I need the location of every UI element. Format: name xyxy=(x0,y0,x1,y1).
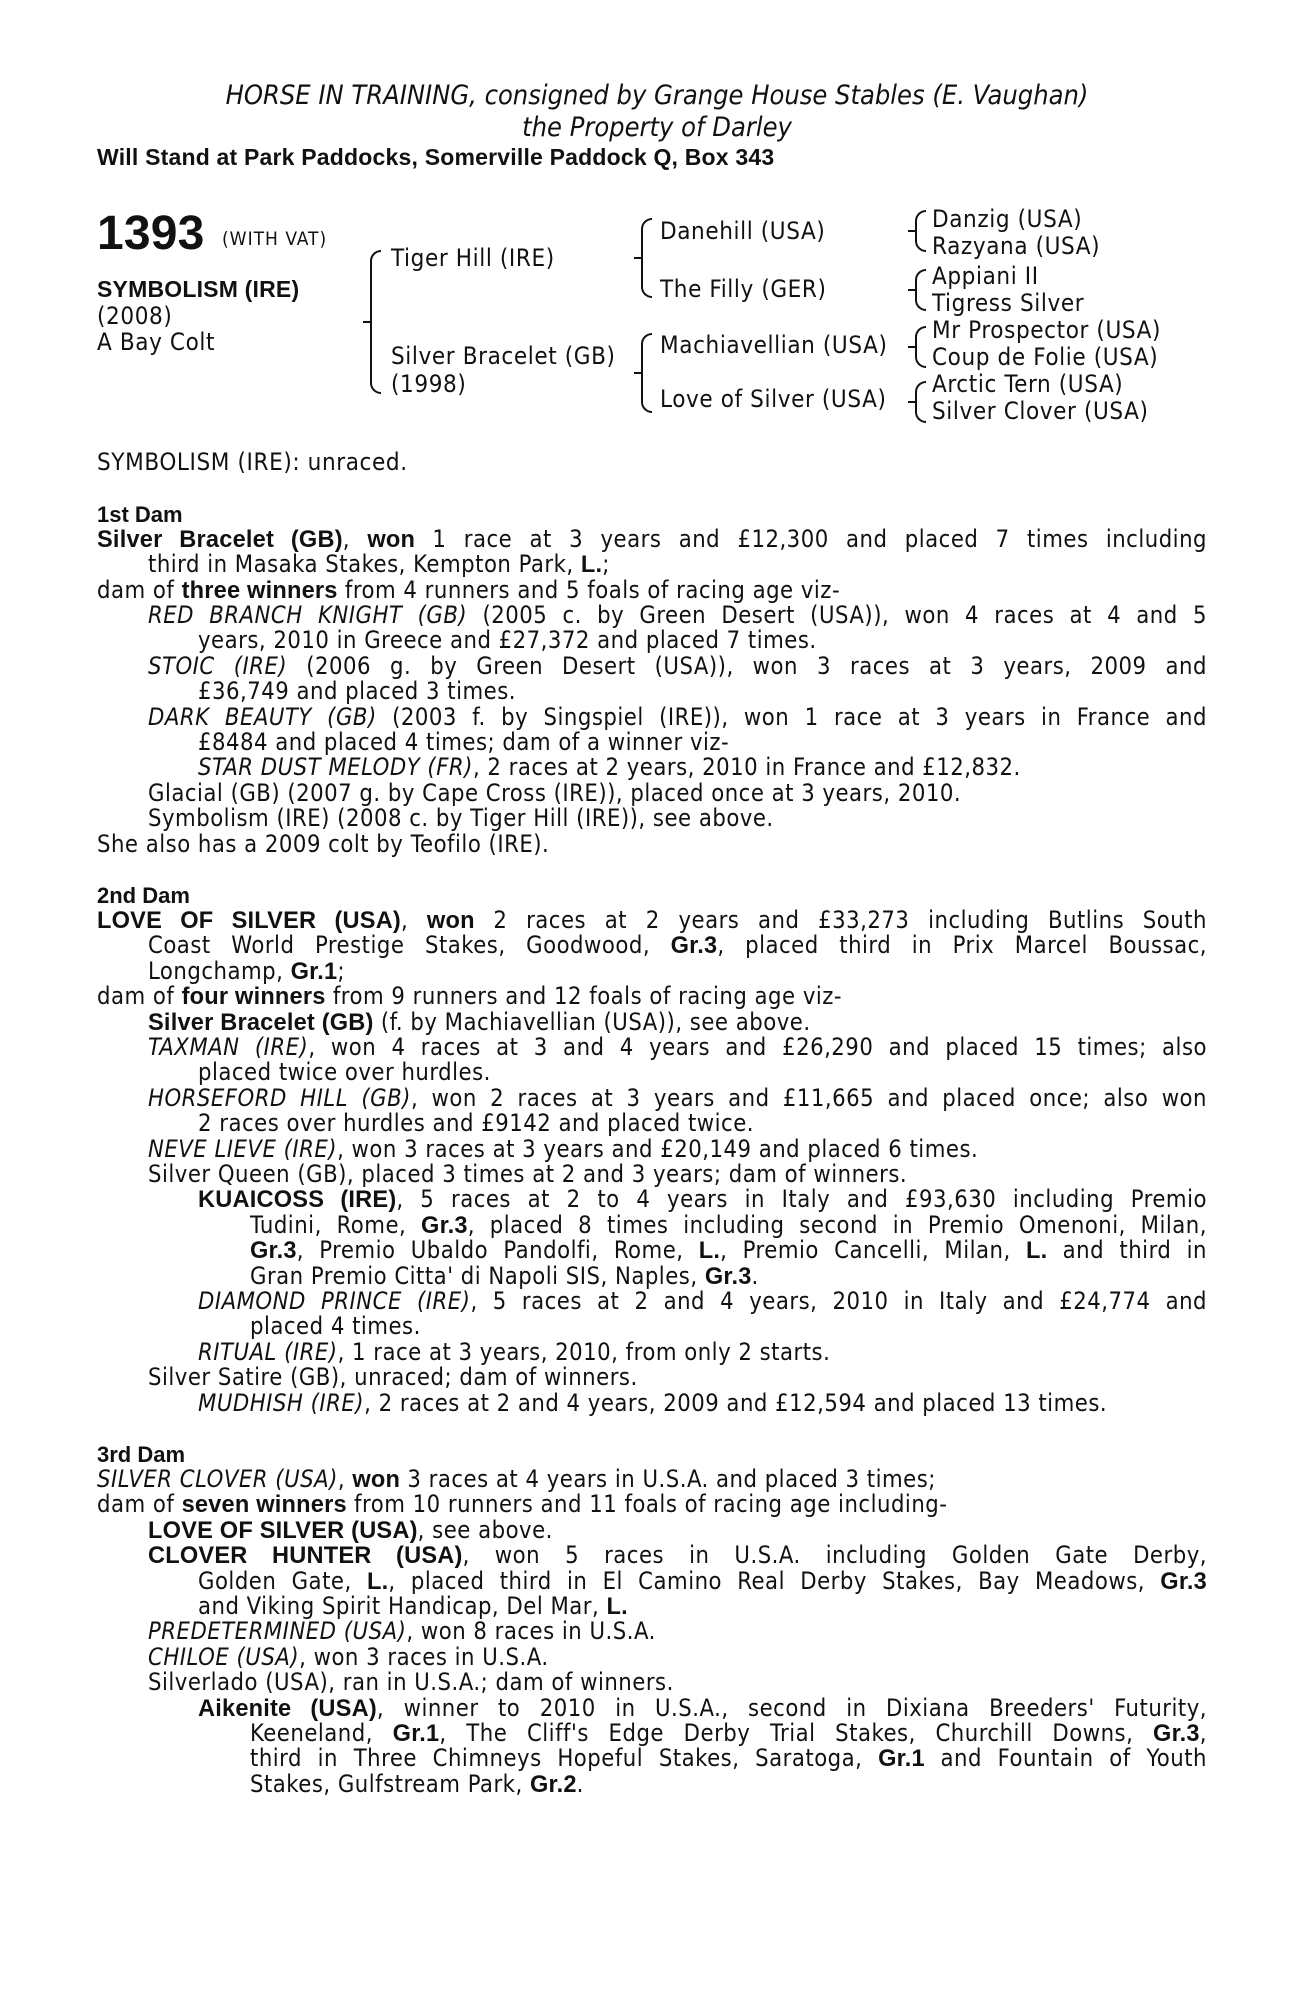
second-dam-line: placed 4 times. xyxy=(250,1312,421,1340)
dam: Silver Bracelet (GB) xyxy=(391,342,616,370)
third-dam-line: Keeneland, Gr.1, The Cliff's Edge Derby Trial Stakes, Churchill Downs, Gr.3, xyxy=(250,1719,1207,1747)
second-dam-line: RITUAL (IRE), 1 race at 3 years, 2010, from only 2 starts. xyxy=(198,1338,831,1366)
second-dam-line: HORSEFORD HILL (GB), won 2 races at 3 years and £11,665 and placed once; also won xyxy=(148,1084,1207,1112)
brace-g2 xyxy=(915,269,926,311)
second-dam-line: Silver Queen (GB), placed 3 times at 2 and 3 years; dam of winners. xyxy=(148,1160,908,1188)
third-dam-line: SILVER CLOVER (USA), won 3 races at 4 years in U.S.A. and placed 3 times; xyxy=(97,1465,936,1493)
first-dam-line: RED BRANCH KNIGHT (GB) (2005 c. by Green Desert (USA)), won 4 races at 4 and 5 xyxy=(148,601,1207,629)
third-dam-line: Stakes, Gulfstream Park, Gr.2. xyxy=(250,1770,584,1798)
third-dam-line: dam of seven winners from 10 runners and 11 foals of racing age including- xyxy=(97,1490,948,1518)
third-dam-line: PREDETERMINED (USA), won 8 races in U.S.A. xyxy=(148,1617,656,1645)
brace-sire-dam xyxy=(370,250,381,394)
stand-location: Will Stand at Park Paddocks, Somerville Paddock Q, Box 343 xyxy=(97,144,775,170)
consignment-heading: HORSE IN TRAINING, consigned by Grange House Stables (E. Vaughan) xyxy=(225,80,1089,111)
gg-razyana: Razyana (USA) xyxy=(932,232,1101,260)
dam-year: (1998) xyxy=(391,370,467,398)
second-dam-line: TAXMAN (IRE), won 4 races at 3 and 4 years and £26,290 and placed 15 times; also xyxy=(148,1033,1207,1061)
sire-sire: Danehill (USA) xyxy=(660,217,826,245)
third-dam-line: and Viking Spirit Handicap, Del Mar, L. xyxy=(198,1592,628,1620)
second-dam-line: Gr.3, Premio Ubaldo Pandolfi, Rome, L., Premio Cancelli, Milan, L. and third in xyxy=(250,1236,1207,1264)
first-dam-line: She also has a 2009 colt by Teofilo (IRE). xyxy=(97,830,550,858)
first-dam-line: STAR DUST MELODY (FR), 2 races at 2 years, 2010 in France and £12,832. xyxy=(198,753,1021,781)
second-dam-line: KUAICOSS (IRE), 5 races at 2 to 4 years in Italy and £93,630 including Premio xyxy=(198,1185,1207,1213)
second-dam-line: Silver Satire (GB), unraced; dam of winners. xyxy=(148,1363,638,1391)
lot-number: 1393 xyxy=(97,207,205,260)
first-dam-line: STOIC (IRE) (2006 g. by Green Desert (USA)), won 3 races at 3 years, 2009 and xyxy=(148,652,1207,680)
horse-name: SYMBOLISM (IRE) xyxy=(97,276,300,302)
brace-g4 xyxy=(915,381,926,423)
first-dam-line: Symbolism (IRE) (2008 c. by Tiger Hill (IRE)), see above. xyxy=(148,804,774,832)
gg-coup-de-folie: Coup de Folie (USA) xyxy=(932,343,1159,371)
first-dam-line: dam of three winners from 4 runners and 5 foals of racing age viz- xyxy=(97,576,841,604)
second-dam-line: DIAMOND PRINCE (IRE), 5 races at 2 and 4 years, 2010 in Italy and £24,774 and xyxy=(198,1287,1208,1315)
dam-dam: Love of Silver (USA) xyxy=(660,385,887,413)
brace-dam-line xyxy=(641,333,652,413)
third-dam-line: Golden Gate, L., placed third in El Camino Real Derby Stakes, Bay Meadows, Gr.3 xyxy=(198,1567,1207,1595)
second-dam-line: placed twice over hurdles. xyxy=(198,1058,491,1086)
vat-note: (WITH VAT) xyxy=(222,228,328,250)
first-dam-heading: 1st Dam xyxy=(97,502,183,527)
second-dam-line: LOVE OF SILVER (USA), won 2 races at 2 years and £33,273 including Butlins South xyxy=(97,906,1207,934)
third-dam-line: CHILOE (USA), won 3 races in U.S.A. xyxy=(148,1643,549,1671)
third-dam-line: CLOVER HUNTER (USA), won 5 races in U.S.A. including Golden Gate Derby, xyxy=(148,1541,1207,1569)
gg-arctic-tern: Arctic Tern (USA) xyxy=(932,370,1124,398)
property-heading: the Property of Darley xyxy=(522,112,792,143)
second-dam-line: MUDHISH (IRE), 2 races at 2 and 4 years, 2009 and £12,594 and placed 13 times. xyxy=(198,1389,1108,1417)
third-dam-line: Silverlado (USA), ran in U.S.A.; dam of winners. xyxy=(148,1668,674,1696)
birth-year: (2008) xyxy=(97,302,173,330)
race-record: SYMBOLISM (IRE): unraced. xyxy=(97,448,408,476)
third-dam-line: third in Three Chimneys Hopeful Stakes, Saratoga, Gr.1 and Fountain of Youth xyxy=(250,1744,1207,1772)
second-dam-line: Tudini, Rome, Gr.3, placed 8 times including second in Premio Omenoni, Milan, xyxy=(250,1211,1208,1239)
dam-sire: Machiavellian (USA) xyxy=(660,331,888,359)
brace-sire-line xyxy=(641,218,652,298)
first-dam-line: DARK BEAUTY (GB) (2003 f. by Singspiel (IRE)), won 1 race at 3 years in France and xyxy=(148,703,1207,731)
second-dam-line: Silver Bracelet (GB) (f. by Machiavellian (USA)), see above. xyxy=(148,1008,811,1036)
sire-dam: The Filly (GER) xyxy=(660,275,827,303)
first-dam-line: £8484 and placed 4 times; dam of a winner viz- xyxy=(198,728,730,756)
gg-mr-prospector: Mr Prospector (USA) xyxy=(932,316,1162,344)
second-dam-line: NEVE LIEVE (IRE), won 3 races at 3 years and £20,149 and placed 6 times. xyxy=(148,1135,979,1163)
brace-g3 xyxy=(915,326,926,368)
first-dam-line: Glacial (GB) (2007 g. by Cape Cross (IRE)), placed once at 3 years, 2010. xyxy=(148,779,962,807)
gg-tigress: Tigress Silver xyxy=(932,289,1085,317)
second-dam-heading: 2nd Dam xyxy=(97,883,190,908)
first-dam-line: Silver Bracelet (GB), won 1 race at 3 years and £12,300 and placed 7 times including xyxy=(97,525,1208,553)
first-dam-line: third in Masaka Stakes, Kempton Park, L.; xyxy=(148,550,610,578)
second-dam-line: Longchamp, Gr.1; xyxy=(148,957,345,985)
gg-silver-clover: Silver Clover (USA) xyxy=(932,397,1149,425)
third-dam-heading: 3rd Dam xyxy=(97,1442,186,1467)
sire: Tiger Hill (IRE) xyxy=(391,244,555,272)
second-dam-line: 2 races over hurdles and £9142 and placed twice. xyxy=(198,1109,755,1137)
horse-description: A Bay Colt xyxy=(97,328,216,356)
gg-appiani: Appiani II xyxy=(932,262,1039,290)
second-dam-line: Coast World Prestige Stakes, Goodwood, Gr.3, placed third in Prix Marcel Boussac, xyxy=(148,931,1207,959)
third-dam-line: Aikenite (USA), winner to 2010 in U.S.A., second in Dixiana Breeders' Futurity, xyxy=(198,1694,1208,1722)
second-dam-line: dam of four winners from 9 runners and 12 foals of racing age viz- xyxy=(97,982,843,1010)
third-dam-line: LOVE OF SILVER (USA), see above. xyxy=(148,1516,553,1544)
gg-danzig: Danzig (USA) xyxy=(932,205,1083,233)
first-dam-line: years, 2010 in Greece and £27,372 and placed 7 times. xyxy=(198,626,817,654)
brace-g1 xyxy=(915,210,926,252)
first-dam-line: £36,749 and placed 3 times. xyxy=(198,677,517,705)
second-dam-line: Gran Premio Citta' di Napoli SIS, Naples, Gr.3. xyxy=(250,1262,759,1290)
